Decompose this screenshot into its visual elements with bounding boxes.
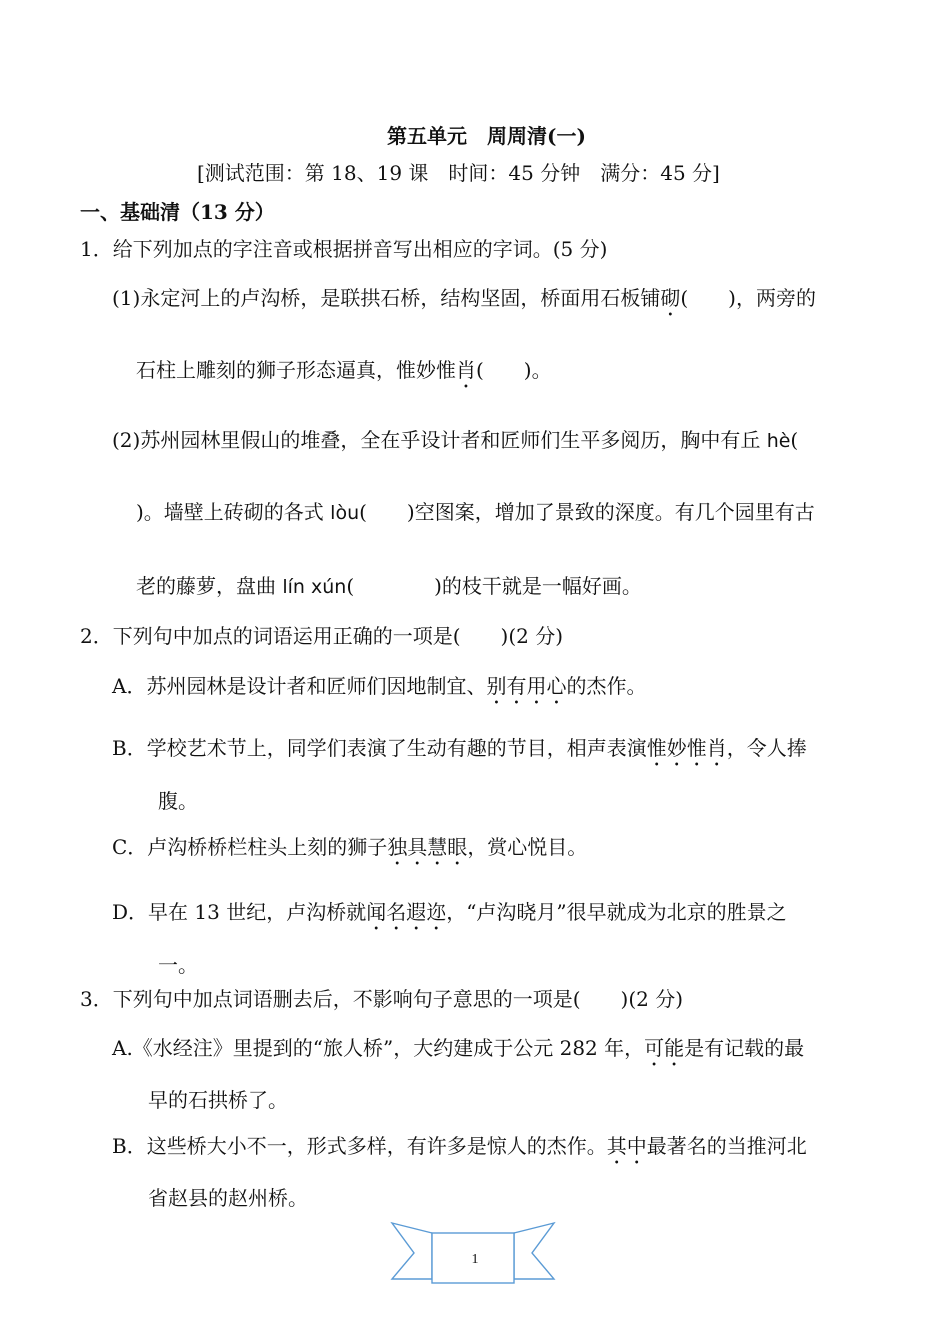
text: 是有记载的最 xyxy=(684,1036,805,1060)
answer-blank[interactable]: ( )的枝干就是一幅好画。 xyxy=(346,574,642,598)
page-number: 1 xyxy=(471,1252,479,1267)
text: (2)苏州园林里假山的堆叠，全在乎设计者和匠师们生平多阅历，胸中有丘 xyxy=(112,428,767,452)
text: 最著名的当推河北 xyxy=(646,1134,807,1158)
q2-option-a[interactable] xyxy=(112,672,646,709)
q2-option-d-cont: 一。 xyxy=(158,953,198,977)
text: ，“卢沟晓月”很早就成为北京的胜景之 xyxy=(446,900,787,924)
q1-part2-line1 xyxy=(112,426,798,455)
dotted-phrase: 其中 xyxy=(606,1134,647,1158)
q1-part2-line2 xyxy=(136,498,815,527)
text: B．学校艺术节上，同学们表演了生动有趣的节目，相声表演 xyxy=(112,736,647,760)
section-heading: 一、基础清（13 分） xyxy=(80,200,275,224)
dotted-phrase: 惟妙惟肖 xyxy=(646,736,727,760)
page-title: 第五单元 周周清(一) xyxy=(387,124,586,148)
pinyin: hè xyxy=(766,430,791,452)
q2-option-b-cont: 腹。 xyxy=(158,789,198,813)
pinyin: lín xún xyxy=(282,576,347,598)
text: 老的藤萝，盘曲 xyxy=(136,574,283,598)
text: ，令人捧 xyxy=(726,736,807,760)
dotted-phrase: 闻名遐迩 xyxy=(366,900,447,924)
test-scope: [测试范围：第 18、19 课 时间：45 分钟 满分：45 分] xyxy=(197,161,720,185)
text: A.《水经注》里提到的“旅人桥”，大约建成于公元 282 年， xyxy=(112,1036,645,1060)
q1-prompt: 1．给下列加点的字注音或根据拼音写出相应的字词。(5 分) xyxy=(80,237,608,261)
text: A．苏州园林是设计者和匠师们因地制宜、 xyxy=(112,674,487,698)
q1-part1-line2 xyxy=(136,356,552,393)
text: C．卢沟桥桥栏柱头上刻的狮子 xyxy=(112,835,388,859)
dotted-phrase: 可能 xyxy=(644,1036,685,1060)
pinyin: lòu xyxy=(330,502,360,524)
dotted-phrase: 独具慧眼 xyxy=(387,835,468,859)
text: 的杰作。 xyxy=(566,674,647,698)
answer-blank[interactable]: ( )。 xyxy=(476,358,552,382)
q1-part1-line1 xyxy=(112,284,816,321)
q3-option-b[interactable] xyxy=(112,1132,807,1169)
q1-part2-line3 xyxy=(136,572,642,601)
q2-option-d[interactable] xyxy=(112,898,787,935)
dotted-char: 砌 xyxy=(660,286,681,310)
q3-option-a-cont: 早的石拱桥了。 xyxy=(148,1088,288,1112)
text: (1)永定河上的卢沟桥，是联拱石桥，结构坚固，桥面用石板铺 xyxy=(112,286,661,310)
text: ( )空图案，增加了景致的深度。有几个园里有古 xyxy=(359,500,815,524)
dotted-phrase: 别有用心 xyxy=(486,674,567,698)
text: ，赏心悦目。 xyxy=(467,835,588,859)
text: B．这些桥大小不一，形式多样，有许多是惊人的杰作。 xyxy=(112,1134,607,1158)
q2-prompt: 2．下列句中加点的词语运用正确的一项是( )(2 分) xyxy=(80,624,564,648)
q2-option-b[interactable] xyxy=(112,734,807,771)
q2-option-c[interactable] xyxy=(112,833,587,870)
answer-blank[interactable]: ( )，两旁的 xyxy=(680,286,816,310)
answer-blank-close[interactable]: )。墙壁上砖砌的各式 xyxy=(136,500,331,524)
text: 石柱上雕刻的狮子形态逼真，惟妙惟 xyxy=(136,358,456,382)
dotted-char: 肖 xyxy=(456,358,476,382)
text: D．早在 13 世纪，卢沟桥就 xyxy=(112,900,367,924)
answer-blank-open[interactable]: ( xyxy=(790,428,799,452)
q3-option-b-cont: 省赵县的赵州桥。 xyxy=(148,1186,308,1210)
q3-prompt: 3．下列句中加点词语删去后，不影响句子意思的一项是( )(2 分) xyxy=(80,987,684,1011)
q3-option-a[interactable] xyxy=(112,1034,804,1071)
